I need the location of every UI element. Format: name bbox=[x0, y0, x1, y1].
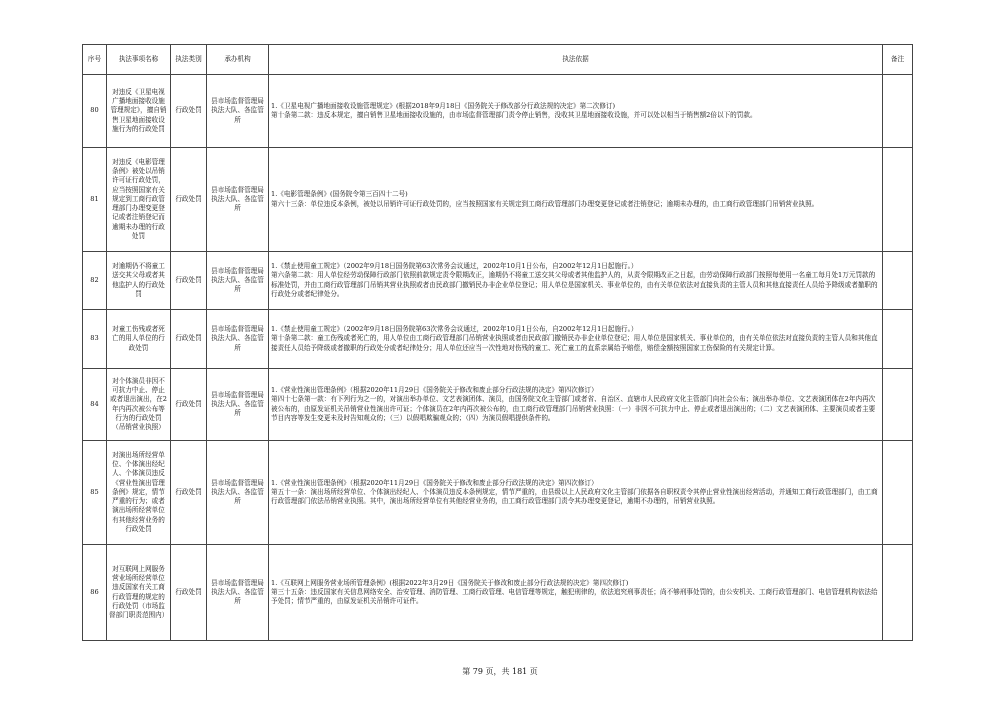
row-agency: 县市场监督管理局执法大队、各监管所 bbox=[207, 148, 269, 252]
basis-line: 1.《营业性演出管理条例》（根据2020年11月29日《国务院关于修改和废止部分行政法规的决定》第四次修订） bbox=[271, 478, 598, 487]
basis-line: 1.《互联网上网服务营业场所管理条例》(根据2022年3月29日《国务院关于修改和废止部分行政法规的决定》第四次修订) bbox=[271, 578, 629, 587]
row-basis bbox=[269, 148, 883, 252]
table-header-row bbox=[83, 45, 913, 75]
table-row bbox=[83, 148, 913, 252]
row-basis bbox=[269, 369, 883, 441]
basis-line: 1.《禁止使用童工规定》（2002年9月18日国务院第63次常务会议通过，2002年10月1日公布，自2002年12月1日起施行。） bbox=[271, 325, 638, 334]
header-agency: 承办机构 bbox=[207, 45, 269, 75]
enforcement-table bbox=[82, 44, 913, 641]
header-item-name: 执法事项名称 bbox=[107, 45, 171, 75]
row-seq: 84 bbox=[83, 369, 107, 441]
row-remarks bbox=[883, 252, 913, 310]
header-seq: 序号 bbox=[83, 45, 107, 75]
row-seq: 80 bbox=[83, 75, 107, 148]
row-remarks bbox=[883, 148, 913, 252]
basis-line: 第六十三条：单位违反本条例，被处以吊销许可证行政处罚的，应当按照国家有关规定到工商行政管理部门办理变更登记或者注销登记；逾期未办理的，由工商行政管理部门吊销营业执照。 bbox=[271, 199, 819, 208]
basis-line: 第三十五条：违反国家有关信息网络安全、治安管理、消防管理、工商行政管理、电信管理等规定，触犯刑律的，依法追究刑事责任；尚不够刑事处罚的，由公安机关、工商行政管理部门、电信管理机构依法给予处罚；情节严重的，由原发证机关吊销许可证件。 bbox=[271, 587, 878, 606]
row-agency: 县市场监督管理局执法大队、各监管所 bbox=[207, 75, 269, 148]
table-row bbox=[83, 310, 913, 369]
row-remarks bbox=[883, 545, 913, 641]
row-basis bbox=[269, 252, 883, 310]
row-item-name: 对童工伤残或者死亡的用人单位的行政处罚 bbox=[107, 310, 171, 369]
row-item-name: 对个体演员非因不可抗力中止、停止或者退出演出，在2年内再次被公布等行为的行政处罚（吊销营业执照） bbox=[107, 369, 171, 441]
row-item-name: 对违反《卫星电视广播地面接收设施管理规定》，擅自销售卫星地面接收设施行为的行政处罚 bbox=[107, 75, 171, 148]
row-agency: 县市场监督管理局执法大队、各监管所 bbox=[207, 369, 269, 441]
row-basis bbox=[269, 441, 883, 545]
row-item-name: 对逾期仍不将童工送交其父母或者其他监护人的行政处罚 bbox=[107, 252, 171, 310]
basis-line: 第四十七条第一款：有下列行为之一的，对演出举办单位、文艺表演团体、演员，由国务院文化主管部门或者省、自治区、直辖市人民政府文化主管部门向社会公布；演出举办单位、文艺表演团体在2年内再次被公布的，由原发证机关吊销营业性演出许可证；个体演员在2年内再次被公布的，由工商行政管理部门吊销营业执照：（一）非因不可抗力中止、停止或者退出演出的；（二）文艺表演团体、主要演员或者主要节目内容等发生变更未及时告知观众的；（三）以假唱欺骗观众的；（四）为演员假唱提供条件的。 bbox=[271, 395, 876, 422]
table-row bbox=[83, 75, 913, 148]
row-seq: 82 bbox=[83, 252, 107, 310]
row-basis bbox=[269, 545, 883, 641]
basis-line: 1.《电影管理条例》(国务院令第三百四十二号) bbox=[271, 190, 408, 199]
row-category: 行政处罚 bbox=[171, 310, 207, 369]
row-seq: 86 bbox=[83, 545, 107, 641]
basis-line: 第十条第二款：童工伤残或者死亡的，用人单位由工商行政管理部门吊销营业执照或者由民政部门撤销民办非企业单位登记；用人单位是国家机关、事业单位的，由有关单位依法对直接负责的主管人员和其他直接责任人员给予降级或者撤职的行政处分或者纪律处分；用人单位还应当一次性地对伤残的童工、死亡童工的直系亲属给予赔偿，赔偿金额按照国家工伤保险的有关规定计算。 bbox=[271, 334, 878, 352]
row-category: 行政处罚 bbox=[171, 441, 207, 545]
header-category: 执法类别 bbox=[171, 45, 207, 75]
row-category: 行政处罚 bbox=[171, 369, 207, 441]
table-row bbox=[83, 252, 913, 310]
row-category: 行政处罚 bbox=[171, 148, 207, 252]
row-seq: 81 bbox=[83, 148, 107, 252]
page-number: 第 79 页，共 181 页 bbox=[462, 667, 538, 676]
basis-line: 1.《卫星电视广播地面接收设施管理规定》(根据2018年9月18日《国务院关于修改部分行政法规的决定》第二次修订) bbox=[271, 101, 616, 110]
table-row bbox=[83, 545, 913, 641]
table-row bbox=[83, 441, 913, 545]
basis-line: 1.《禁止使用童工规定》（2002年9月18日国务院第63次常务会议通过，2002年10月1日公布，自2002年12月1日起施行。） bbox=[271, 262, 638, 271]
row-remarks bbox=[883, 441, 913, 545]
row-remarks bbox=[883, 369, 913, 441]
row-agency: 县市场监督管理局执法大队、各监管所 bbox=[207, 545, 269, 641]
row-remarks bbox=[883, 310, 913, 369]
row-agency: 县市场监督管理局执法大队、各监管所 bbox=[207, 252, 269, 310]
basis-line: 第五十一条：演出场所经营单位、个体演出经纪人、个体演员违反本条例规定，情节严重的，由县级以上人民政府文化主管部门依据各自职权责令其停止营业性演出经营活动，并通知工商行政管理部门，由工商行政管理部门依法吊销营业执照。其中，演出场所经营单位有其他经营业务的，由工商行政管理部门责令其办理变更登记，逾期不办理的，吊销营业执照。 bbox=[271, 487, 878, 506]
row-item-name: 对互联网上网服务营业场所经营单位违反国家有关工商行政管理的规定的行政处罚（市场监督部门职责范围内） bbox=[107, 545, 171, 641]
row-category: 行政处罚 bbox=[171, 75, 207, 148]
row-agency: 县市场监督管理局执法大队、各监管所 bbox=[207, 441, 269, 545]
row-item-name: 对违反《电影管理条例》被处以吊销许可证行政处罚，应当按照国家有关规定到工商行政管理部门办理变更登记或者注销登记而逾期未办理的行政处罚 bbox=[107, 148, 171, 252]
row-category: 行政处罚 bbox=[171, 252, 207, 310]
header-basis: 执法依据 bbox=[269, 45, 883, 75]
basis-line: 第十条第二款：违反本规定，擅自销售卫星地面接收设施的，由市场监督管理部门责令停止销售，没收其卫星地面接收设施，并可以处以相当于销售额2倍以下的罚款。 bbox=[271, 111, 757, 119]
basis-line: 1.《营业性演出管理条例》（根据2020年11月29日《国务院关于修改和废止部分行政法规的决定》第四次修订） bbox=[271, 386, 598, 395]
row-seq: 83 bbox=[83, 310, 107, 369]
row-seq: 85 bbox=[83, 441, 107, 545]
basis-line: 第六条第二款：用人单位经劳动保障行政部门依照前款规定责令限期改正，逾期仍不将童工送交其父母或者其他监护人的，从责令限期改正之日起，由劳动保障行政部门按照每使用一名童工每月处1万元罚款的标准处罚，并由工商行政管理部门吊销其营业执照或者由民政部门撤销民办非企业单位登记；用人单位是国家机关、事业单位的，由有关单位依法对直接负责的主管人员和其他直接责任人员给予降级或者撤职的行政处分或者纪律处分。 bbox=[271, 271, 878, 298]
row-agency: 县市场监督管理局执法大队、各监管所 bbox=[207, 310, 269, 369]
row-category: 行政处罚 bbox=[171, 545, 207, 641]
row-basis bbox=[269, 75, 883, 148]
row-basis bbox=[269, 310, 883, 369]
header-remarks: 备注 bbox=[883, 45, 913, 75]
table-row bbox=[83, 369, 913, 441]
row-item-name: 对演出场所经营单位、个体演出经纪人、个体演员违反《营业性演出管理条例》规定，情节严重的行为；或者演出场所经营单位有其他经营业务的行政处罚 bbox=[107, 441, 171, 545]
row-remarks bbox=[883, 75, 913, 148]
